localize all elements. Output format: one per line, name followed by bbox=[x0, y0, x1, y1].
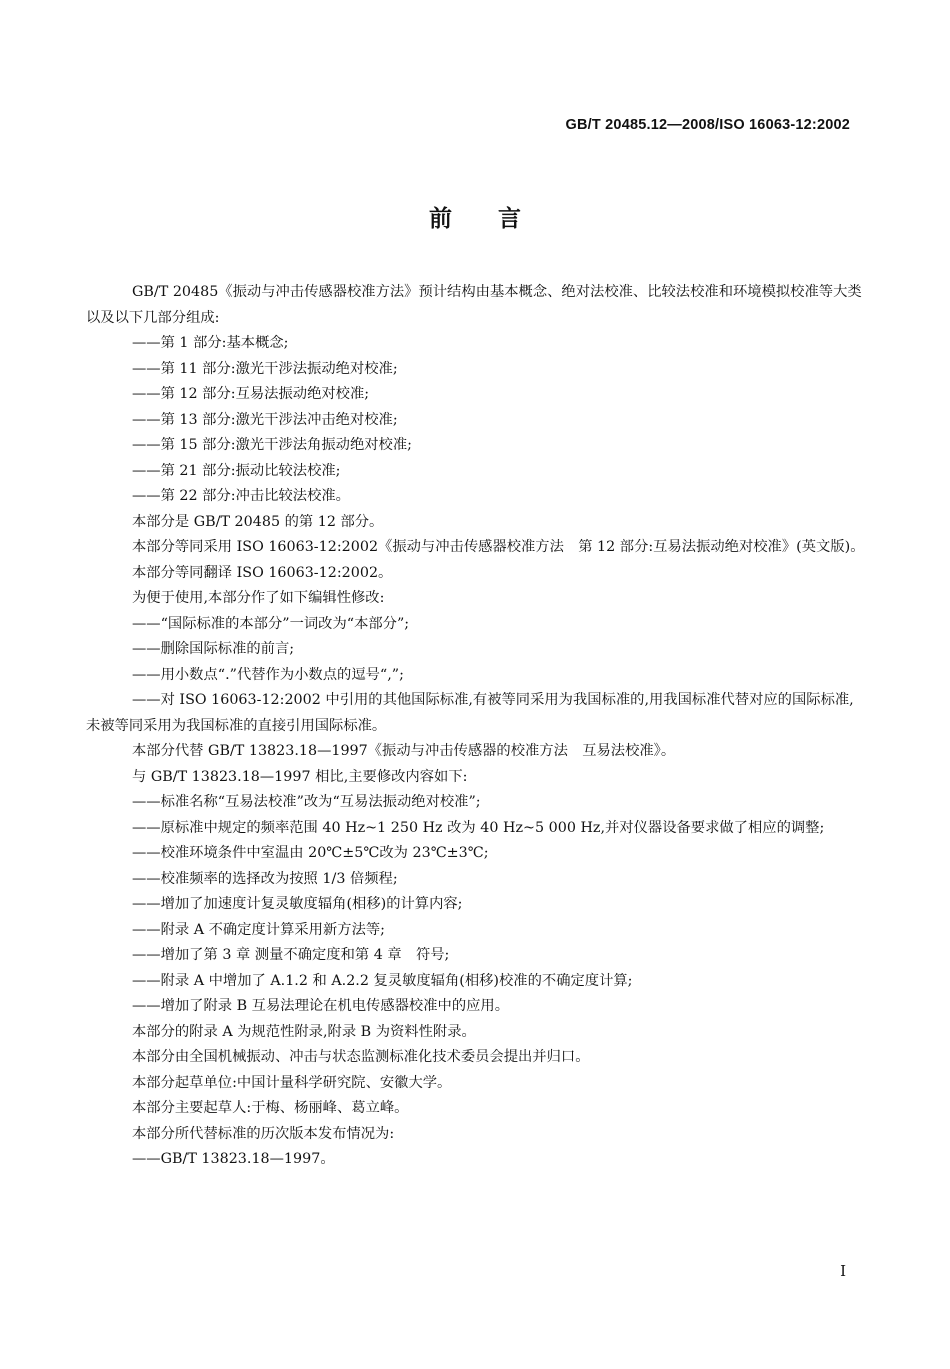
list-item: ——标准名称“互易法校准”改为“互易法振动绝对校准”; bbox=[132, 794, 481, 810]
paragraph: 本部分的附录 A 为规范性附录,附录 B 为资料性附录。 bbox=[132, 1023, 476, 1040]
list-item: ——第 21 部分:振动比较法校准; bbox=[132, 462, 341, 479]
paragraph: 本部分是 GB/T 20485 的第 12 部分。 bbox=[132, 513, 384, 530]
list-item: ——附录 A 中增加了 A.1.2 和 A.2.2 复灵敏度辐角(相移)校准的不确定度计算; bbox=[132, 972, 633, 989]
list-item: ——删除国际标准的前言; bbox=[132, 641, 295, 657]
list-item: ——第 12 部分:互易法振动绝对校准; bbox=[132, 386, 370, 402]
list-item: ——第 13 部分:激光干涉法冲击绝对校准; bbox=[132, 411, 398, 428]
list-item: ——增加了第 3 章 测量不确定度和第 4 章 符号; bbox=[132, 947, 450, 963]
paragraph: 本部分等同翻译 ISO 16063-12:2002。 bbox=[132, 564, 393, 581]
list-item: ——附录 A 不确定度计算采用新方法等; bbox=[132, 921, 385, 938]
paragraph: 本部分代替 GB/T 13823.18—1997《振动与冲击传感器的校准方法 互易法校准》。 bbox=[132, 743, 676, 759]
list-item: ——增加了加速度计复灵敏度辐角(相移)的计算内容; bbox=[132, 896, 463, 912]
list-item: ——第 1 部分:基本概念; bbox=[132, 335, 289, 351]
page-number: I bbox=[840, 1262, 846, 1280]
paragraph: 本部分起草单位:中国计量科学研究院、安徽大学。 bbox=[132, 1074, 452, 1091]
list-item: ——“国际标准的本部分”一词改为“本部分”; bbox=[132, 615, 410, 632]
paragraph: 本部分所代替标准的历次版本发布情况为: bbox=[132, 1125, 395, 1142]
paragraph: 本部分由全国机械振动、冲击与状态监测标准化技术委员会提出并归口。 bbox=[132, 1049, 590, 1065]
list-item: ——用小数点“.”代替作为小数点的逗号“,”; bbox=[132, 666, 404, 683]
list-item: ——第 22 部分:冲击比较法校准。 bbox=[132, 488, 350, 504]
list-item: ——第 11 部分:激光干涉法振动绝对校准; bbox=[132, 360, 398, 377]
list-item: ——GB/T 13823.18—1997。 bbox=[132, 1151, 335, 1167]
list-item: ——第 15 部分:激光干涉法角振动绝对校准; bbox=[132, 437, 412, 453]
list-item: ——校准环境条件中室温由 20℃±5℃改为 23℃±3℃; bbox=[132, 845, 489, 861]
list-item: ——对 ISO 16063-12:2002 中引用的其他国际标准,有被等同采用为我国标准的,用我国标准代替对应的国际标准,未被等同采用为我国标准的直接引用国际标准。 bbox=[86, 692, 854, 734]
page-title: 前言 bbox=[429, 206, 567, 232]
standard-code: GB/T 20485.12—2008/ISO 16063-12:2002 bbox=[565, 117, 850, 133]
paragraph-intro: GB/T 20485《振动与冲击传感器校准方法》预计结构由基本概念、绝对法校准、比较法校准和环境模拟校准等大类以及以下几部分组成: bbox=[86, 284, 862, 326]
paragraph: 本部分等同采用 ISO 16063-12:2002《振动与冲击传感器校准方法 第 12 部分:互易法振动绝对校准》(英文版)。 bbox=[132, 539, 865, 555]
list-item: ——原标准中规定的频率范围 40 Hz~1 250 Hz 改为 40 Hz~5 000 Hz,并对仪器设备要求做了相应的调整; bbox=[132, 819, 825, 836]
list-item: ——增加了附录 B 互易法理论在机电传感器校准中的应用。 bbox=[132, 998, 510, 1014]
paragraph: 为便于使用,本部分作了如下编辑性修改: bbox=[132, 590, 385, 606]
preface-body bbox=[86, 280, 866, 1173]
paragraph: 本部分主要起草人:于梅、杨丽峰、葛立峰。 bbox=[132, 1100, 409, 1116]
paragraph: 与 GB/T 13823.18—1997 相比,主要修改内容如下: bbox=[132, 768, 468, 785]
list-item: ——校准频率的选择改为按照 1/3 倍频程; bbox=[132, 870, 398, 887]
